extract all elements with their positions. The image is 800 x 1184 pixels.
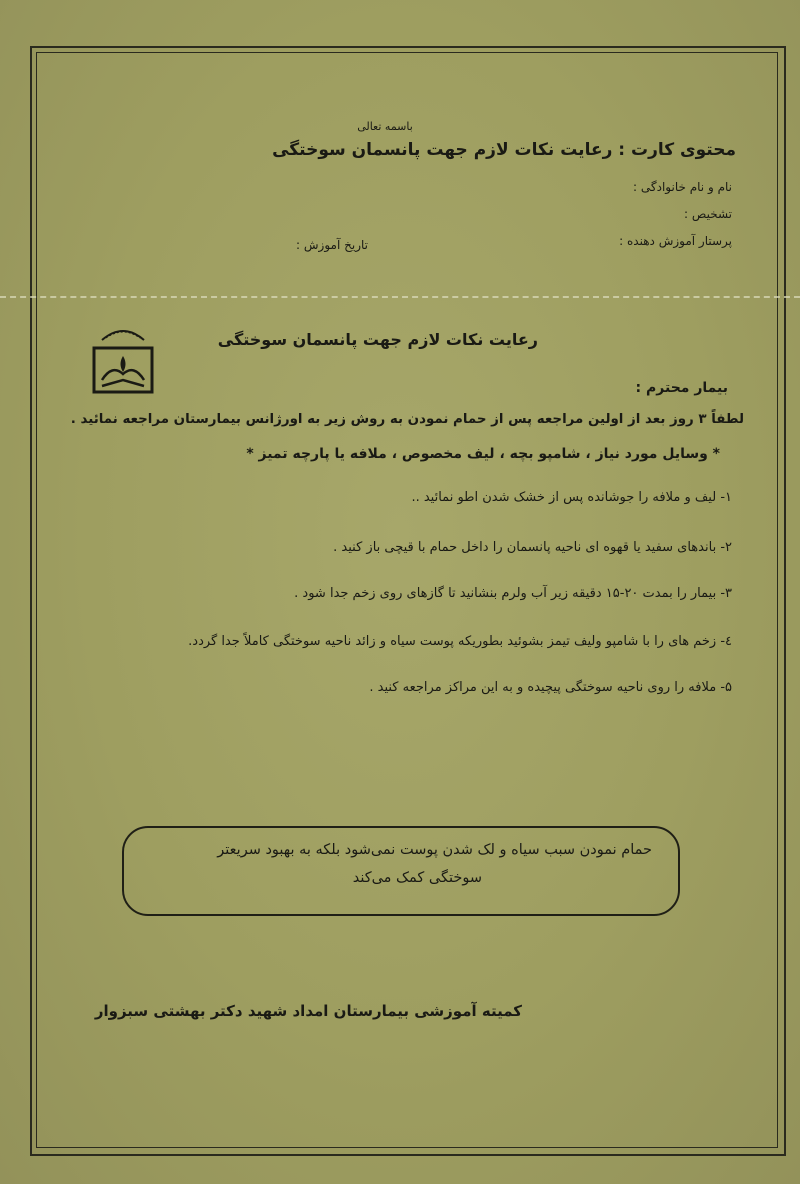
footer-committee: کمیته آموزشی بیمارستان امداد شهید دکتر بهشتی سبزوار (94, 1002, 522, 1020)
greeting: بیمار محترم : (635, 380, 728, 396)
step-item: ۵- ملافه را روی ناحیه سوختگی پیچیده و به این مراکز مراجعه کنید . (369, 680, 732, 695)
field-nurse-label: پرستار آموزش دهنده : (619, 234, 732, 248)
step-item: ۱- لیف و ملافه را جوشانده پس از خشک شدن اطو نمائید .. (411, 490, 732, 505)
instruction-text: لطفاً ۳ روز بعد از اولین مراجعه پس از حمام نمودن به روش زیر به اورژانس بیمارستان مراجعه نمائید . (70, 412, 744, 427)
field-date-label: تاریخ آموزش : (296, 238, 368, 252)
field-diagnosis-label: تشخیص : (684, 207, 732, 221)
step-item: ۲- باندهای سفید یا قهوه ای ناحیه پانسمان را داخل حمام با قیچی باز کنید . (333, 540, 732, 555)
field-name-label: نام و نام خانوادگی : (633, 180, 732, 194)
open-book-emblem-icon (88, 320, 158, 400)
card-title: محتوی کارت : رعایت نکات لازم جهت پانسمان سوختگی (272, 140, 736, 160)
main-title: رعایت نکات لازم جهت پانسمان سوختگی (217, 330, 538, 349)
step-item: ٤- زخم های را با شامپو ولیف تیمز بشوئید بطوریکه پوست سیاه و زائد ناحیه سوختگی کاملاً جدا گردد. (188, 634, 732, 649)
step-item: ۳- بیمار را بمدت ۲۰-۱۵ دقیقه زیر آب ولرم بنشانید تا گازهای روی زخم جدا شود . (294, 586, 732, 601)
needed-items: * وسایل مورد نیاز ، شامپو بچه ، لیف مخصوص ، ملافه یا پارچه تمیز * (246, 446, 720, 462)
note-line-2: سوختگی کمک می‌کند (352, 870, 482, 886)
basmala: باسمه تعالی (357, 120, 413, 133)
note-line-1: حمام نمودن سبب سیاه و لک شدن پوست نمی‌شود بلکه به بهبود سریعتر (217, 842, 652, 858)
fold-line (0, 296, 800, 298)
